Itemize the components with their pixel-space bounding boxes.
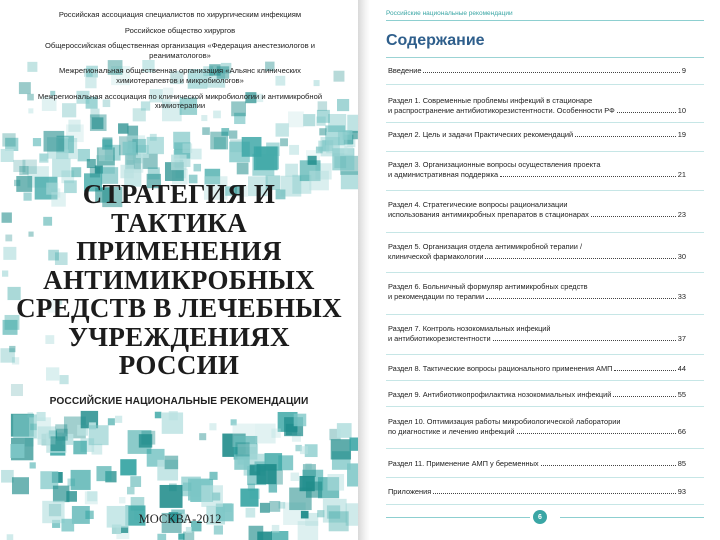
toc-entry-text: Раздел 3. Организационные вопросы осуществления проекта bbox=[388, 160, 601, 169]
toc-entry-line bbox=[388, 487, 686, 497]
mosaic-square bbox=[68, 120, 80, 132]
mosaic-square bbox=[229, 130, 237, 138]
mosaic-square bbox=[127, 126, 138, 137]
organization-name: Российское общество хирургов bbox=[124, 25, 236, 35]
mosaic-square bbox=[209, 472, 217, 480]
toc-entry-line bbox=[388, 252, 686, 262]
mosaic-square bbox=[85, 491, 98, 504]
cover-title-line: ПРИМЕНЕНИЯ bbox=[76, 236, 282, 266]
organizations-list bbox=[30, 10, 330, 117]
dot-leader bbox=[614, 364, 675, 371]
dot-leader bbox=[591, 210, 676, 217]
mosaic-square bbox=[194, 164, 201, 171]
entry-separator bbox=[386, 122, 704, 123]
toc-entry-text: Раздел 6. Больничный формуляр антимикробных средств bbox=[388, 282, 588, 291]
mosaic-square bbox=[201, 485, 223, 507]
dot-leader bbox=[493, 334, 676, 341]
mosaic-square bbox=[337, 423, 352, 438]
mosaic-square bbox=[210, 132, 228, 150]
dot-leader bbox=[485, 252, 675, 259]
toc-entry[interactable] bbox=[388, 160, 686, 180]
organization-name: Российская ассоциация специалистов по хирургическим инфекциям bbox=[58, 10, 302, 19]
mosaic-square bbox=[33, 138, 41, 146]
mosaic-square bbox=[181, 477, 201, 497]
toc-entry[interactable] bbox=[388, 130, 686, 140]
dot-leader bbox=[617, 106, 676, 113]
toc-entry-line bbox=[388, 459, 686, 469]
mosaic-square bbox=[7, 534, 14, 540]
mosaic-square bbox=[308, 156, 317, 165]
mosaic-square bbox=[338, 130, 353, 145]
toc-entry-line bbox=[388, 242, 686, 252]
entry-separator bbox=[386, 477, 704, 478]
toc-page-number: 37 bbox=[677, 334, 686, 343]
entry-separator bbox=[386, 232, 704, 233]
dot-leader bbox=[433, 487, 676, 494]
mosaic-square bbox=[272, 525, 280, 533]
mosaic-square bbox=[294, 414, 307, 427]
toc-entry[interactable] bbox=[388, 390, 686, 400]
mosaic-square bbox=[115, 416, 122, 423]
toc-entry-text: Введение bbox=[388, 66, 422, 75]
toc-entry-line bbox=[388, 66, 686, 76]
cover-city-year: МОСКВА-2012 bbox=[138, 512, 222, 526]
mosaic-square bbox=[269, 484, 277, 492]
mosaic-square bbox=[235, 442, 249, 456]
mosaic-square bbox=[55, 424, 67, 436]
cover-page bbox=[0, 0, 358, 540]
mosaic-square bbox=[237, 163, 249, 175]
dot-leader bbox=[541, 459, 676, 466]
entry-separator bbox=[386, 448, 704, 449]
toc-entry[interactable] bbox=[388, 487, 686, 497]
toc-entry-text: Раздел 8. Тактические вопросы рационального применения АМП bbox=[388, 364, 613, 373]
toc-page-number: 85 bbox=[677, 459, 686, 468]
toc-entry-text: Раздел 1. Современные проблемы инфекций в стационаре bbox=[388, 96, 593, 105]
toc-entry[interactable] bbox=[388, 364, 686, 374]
mosaic-square bbox=[141, 431, 155, 445]
mosaic-square bbox=[96, 466, 111, 481]
running-head: Российские национальные рекомендации bbox=[386, 10, 513, 17]
toc-entry-text: Раздел 11. Применение АМП у беременных bbox=[388, 459, 539, 468]
mosaic-square bbox=[5, 235, 12, 242]
dot-leader bbox=[613, 390, 675, 397]
toc-page-number: 30 bbox=[677, 252, 686, 261]
mosaic-square bbox=[127, 487, 135, 495]
mosaic-square bbox=[87, 159, 96, 168]
entry-separator bbox=[386, 504, 704, 505]
toc-entry-text: и рекомендации по терапии bbox=[388, 292, 485, 301]
mosaic-square bbox=[130, 476, 141, 487]
mosaic-square bbox=[209, 423, 216, 430]
mosaic-square bbox=[119, 497, 125, 503]
mosaic-square bbox=[234, 454, 249, 469]
mosaic-square bbox=[12, 477, 29, 494]
cover-title-line: СТРАТЕГИЯ И ТАКТИКА bbox=[82, 179, 276, 238]
book-spine-divider bbox=[358, 0, 370, 540]
toc-entry-line bbox=[388, 292, 686, 302]
cover-subtitle: РОССИЙСКИЕ НАЦИОНАЛЬНЫЕ РЕКОМЕНДАЦИИ bbox=[49, 396, 309, 407]
mosaic-square bbox=[90, 114, 107, 131]
mosaic-square bbox=[319, 128, 326, 135]
toc-entry-text: Раздел 9. Антибиотикопрофилактика нозокомиальных инфекций bbox=[388, 390, 612, 399]
mosaic-square bbox=[191, 149, 202, 160]
mosaic-square bbox=[44, 131, 65, 152]
mosaic-square bbox=[160, 485, 183, 508]
cover-title-line: АНТИМИКРОБНЫХ bbox=[43, 264, 315, 295]
contents-page bbox=[370, 0, 720, 540]
toc-page-number: 55 bbox=[677, 390, 686, 399]
mosaic-square bbox=[157, 534, 166, 540]
mosaic-square bbox=[2, 133, 15, 146]
cover-title-line: УЧРЕЖДЕНИЯХ РОССИИ bbox=[68, 321, 290, 380]
toc-entry-line bbox=[388, 170, 686, 180]
toc-page-number: 66 bbox=[677, 427, 686, 436]
entry-separator bbox=[386, 272, 704, 273]
mosaic-square bbox=[71, 470, 91, 490]
toc-entry-line bbox=[388, 427, 686, 437]
toc-entry-text: Раздел 4. Стратегические вопросы рационализации bbox=[388, 200, 568, 209]
mosaic-square bbox=[171, 155, 187, 171]
toc-entry-line bbox=[388, 390, 686, 400]
mosaic-square bbox=[120, 165, 133, 178]
mosaic-square bbox=[53, 486, 70, 503]
mosaic-square bbox=[11, 384, 23, 396]
mosaic-square bbox=[45, 434, 55, 444]
mosaic-square bbox=[242, 137, 262, 157]
cover-title bbox=[14, 180, 344, 380]
toc-entry-text: Раздел 10. Оптимизация работы микробиологической лаборатории bbox=[388, 417, 621, 426]
mosaic-square bbox=[123, 142, 136, 155]
toc-page-number: 44 bbox=[677, 364, 686, 373]
mosaic-square bbox=[183, 143, 193, 153]
toc-entry-text: и антибиотикорезистентности bbox=[388, 334, 491, 343]
toc-entry-line bbox=[388, 210, 686, 220]
organization-name: Общероссийская общественная организация «Федерация анестезиологов и реаниматологов» bbox=[45, 41, 315, 60]
page-number-badge: 6 bbox=[533, 510, 547, 524]
dot-leader bbox=[500, 170, 676, 177]
toc-entry-text: Раздел 2. Цель и задачи Практических рекомендаций bbox=[388, 130, 574, 139]
mosaic-square bbox=[90, 167, 100, 177]
mosaic-square bbox=[165, 456, 179, 470]
mosaic-square bbox=[349, 437, 358, 450]
mosaic-square bbox=[1, 470, 14, 483]
toc-entry-line bbox=[388, 130, 686, 140]
mosaic-square bbox=[148, 167, 160, 179]
title-rule bbox=[386, 57, 704, 58]
mosaic-square bbox=[89, 425, 109, 445]
dot-leader bbox=[486, 292, 676, 299]
mosaic-square bbox=[71, 167, 81, 177]
toc-entry[interactable] bbox=[388, 282, 686, 302]
mosaic-square bbox=[328, 474, 345, 491]
mosaic-square bbox=[320, 137, 339, 156]
mosaic-square bbox=[347, 115, 358, 133]
mosaic-square bbox=[30, 462, 36, 468]
mosaic-square bbox=[202, 127, 210, 135]
toc-entry-text: по диагностике и лечению инфекций bbox=[388, 427, 515, 436]
organization-name: Межрегиональная ассоциация по клинической микробиологии и антимикробной химиотерапии bbox=[37, 91, 323, 111]
mosaic-square bbox=[73, 441, 87, 455]
toc-entry[interactable] bbox=[388, 96, 686, 116]
mosaic-square bbox=[30, 424, 37, 431]
mosaic-square bbox=[280, 138, 288, 146]
cover-title-line: СРЕДСТВ В ЛЕЧЕБНЫХ bbox=[16, 293, 342, 323]
toc-entry-line bbox=[388, 282, 686, 292]
mosaic-square bbox=[2, 212, 12, 222]
dot-leader bbox=[517, 427, 676, 434]
entry-separator bbox=[386, 354, 704, 355]
mosaic-square bbox=[42, 501, 64, 523]
mosaic-square bbox=[334, 71, 345, 82]
mosaic-square bbox=[155, 412, 162, 419]
toc-entry-text: Приложения bbox=[388, 487, 432, 496]
mosaic-square bbox=[301, 511, 309, 519]
toc-page-number: 21 bbox=[677, 170, 686, 179]
mosaic-square bbox=[169, 411, 178, 420]
mosaic-square bbox=[289, 145, 299, 155]
mosaic-square bbox=[257, 464, 277, 484]
toc-entry-line bbox=[388, 106, 686, 116]
toc-page-number: 10 bbox=[677, 106, 686, 115]
toc-entry[interactable] bbox=[388, 66, 686, 76]
mosaic-square bbox=[199, 433, 206, 440]
mosaic-square bbox=[61, 519, 74, 532]
mosaic-square bbox=[303, 464, 316, 477]
toc-entry-line bbox=[388, 200, 686, 210]
mosaic-square bbox=[85, 511, 93, 519]
toc-entry-text: клинической фармакологии bbox=[388, 252, 484, 261]
entry-separator bbox=[386, 406, 704, 407]
mosaic-square bbox=[337, 99, 349, 111]
toc-entry-text: Раздел 5. Организация отдела антимикробной терапии / bbox=[388, 242, 583, 251]
mosaic-square bbox=[92, 444, 103, 455]
toc-entry[interactable] bbox=[388, 200, 686, 220]
mosaic-square bbox=[276, 123, 289, 136]
mosaic-square bbox=[118, 123, 128, 133]
entry-separator bbox=[386, 314, 704, 315]
mosaic-square bbox=[285, 164, 298, 177]
toc-entry-line bbox=[388, 324, 686, 334]
entry-separator bbox=[386, 380, 704, 381]
toc-entry[interactable] bbox=[388, 417, 686, 437]
mosaic-square bbox=[328, 114, 346, 132]
toc-entry-line bbox=[388, 96, 686, 106]
mosaic-square bbox=[10, 444, 24, 458]
toc-entry[interactable] bbox=[388, 324, 686, 344]
mosaic-square bbox=[19, 166, 28, 175]
mosaic-square bbox=[147, 137, 164, 154]
contents-title: Содержание bbox=[386, 32, 485, 49]
mosaic-square bbox=[271, 428, 280, 437]
mosaic-square bbox=[120, 459, 136, 475]
mosaic-square bbox=[240, 489, 258, 507]
mosaic-square bbox=[108, 418, 115, 425]
toc-page-number: 23 bbox=[677, 210, 686, 219]
mosaic-square bbox=[40, 154, 47, 161]
dot-leader bbox=[423, 66, 679, 73]
mosaic-square bbox=[28, 412, 34, 418]
toc-entry-line bbox=[388, 334, 686, 344]
mosaic-square bbox=[331, 439, 351, 459]
mosaic-square bbox=[257, 532, 272, 540]
mosaic-square bbox=[2, 270, 8, 276]
entry-separator bbox=[386, 190, 704, 191]
toc-entry-line bbox=[388, 160, 686, 170]
mosaic-square bbox=[1, 149, 14, 162]
dot-leader bbox=[575, 130, 676, 137]
mosaic-square bbox=[300, 446, 308, 454]
toc-page-number: 19 bbox=[677, 130, 686, 139]
entry-separator bbox=[386, 84, 704, 85]
header-rule bbox=[386, 20, 704, 21]
entry-separator bbox=[386, 151, 704, 152]
toc-page-number: 93 bbox=[677, 487, 686, 496]
mosaic-square bbox=[291, 473, 299, 481]
mosaic-square bbox=[269, 501, 280, 512]
organization-name: Межрегиональная общественная организация «Альянс клинических химиотерапевтов и микробиологов» bbox=[59, 66, 301, 85]
toc-entry[interactable] bbox=[388, 459, 686, 469]
mosaic-square bbox=[329, 511, 349, 531]
toc-entry[interactable] bbox=[388, 242, 686, 262]
toc-entry-text: и административная поддержка bbox=[388, 170, 499, 179]
toc-entry-text: Раздел 7. Контроль нозокомиальных инфекций bbox=[388, 324, 551, 333]
mosaic-square bbox=[102, 139, 112, 149]
toc-page-number: 33 bbox=[677, 292, 686, 301]
mosaic-square bbox=[260, 503, 270, 513]
toc-entry-line bbox=[388, 364, 686, 374]
mosaic-square bbox=[306, 482, 322, 498]
mosaic-square bbox=[52, 159, 70, 177]
mosaic-square bbox=[186, 527, 192, 533]
toc-entry-line bbox=[388, 417, 686, 427]
toc-page-number: 9 bbox=[681, 66, 686, 75]
toc-entry-text: использования антимикробных препаратов в стационарах bbox=[388, 210, 589, 219]
toc-entry-text: и распространение антибиотикорезистентности. Особенности РФ bbox=[388, 106, 615, 115]
